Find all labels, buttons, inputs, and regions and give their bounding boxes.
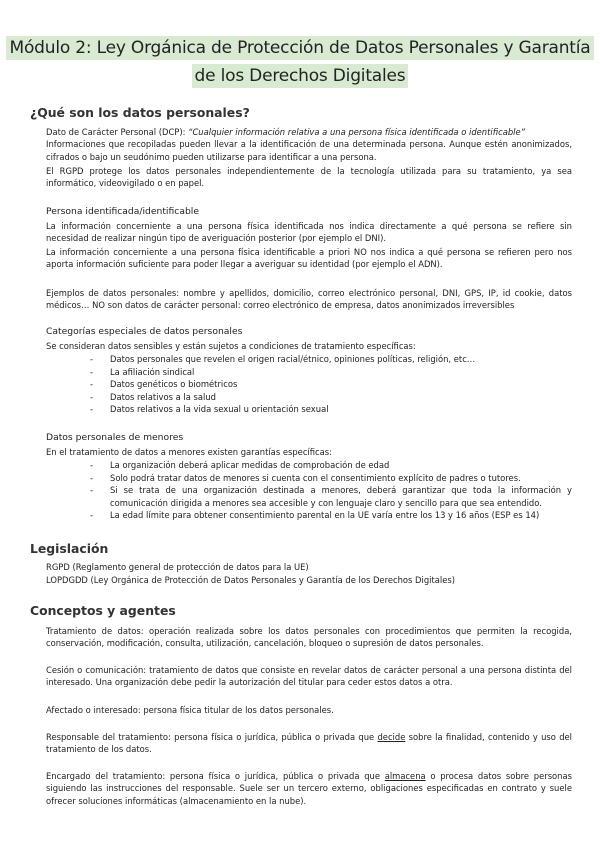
legislation-lopdgdd: LOPDGDD (Ley Orgánica de Protección de Datos Personales y Garantía de los Derechos Digitales) — [46, 575, 455, 585]
concept-afectado: Afectado o interesado: persona física titular de los datos personales. — [46, 705, 334, 715]
title-line-2: de los Derechos Digitales — [192, 64, 409, 88]
list-item: - Datos personales que revelen el origen racial/étnico, opiniones políticas, religión, etc… — [46, 353, 572, 366]
concept-cesion: Cesión o comunicación: tratamiento de datos que consiste en revelar datos de carácter personal a una persona distinta del interesado. Una organización debe pedir la autorización del titular para ceder estos datos a otra. — [46, 665, 572, 688]
special-categories-list — [46, 353, 572, 416]
dcp-quote: “Cualquier información relativa a una persona física identificada o identificable” — [188, 127, 525, 137]
responsable-text-end: sobre la finalidad, contenido y uso del tratamiento de los datos. — [46, 732, 573, 755]
encargado-text-end: o procesa datos sobre personas siguiendo las instrucciones del responsable. Suele ser un tercero externo, obligaciones especificadas en contrato y suele ofrecer soluciones informáticas (almacenamiento en la nube). — [46, 771, 572, 806]
title-line-1: Módulo 2: Ley Orgánica de Protección de Datos Personales y Garantía — [6, 36, 593, 60]
responsable-underlined: decide — [377, 732, 406, 742]
page-title — [0, 36, 600, 92]
list-item: - La organización deberá aplicar medidas de comprobación de edad — [46, 459, 572, 472]
dcp-label: Dato de Carácter Personal (DCP): — [46, 127, 189, 137]
identified-paragraph-2: La información concerniente a una persona física identificable a priori NO nos indica a qué persona se refieren pero nos aporta información suficiente para poder llegar a averiguar su identidad (por ejemplo el ADN). — [46, 247, 572, 270]
list-item: - La edad límite para obtener consentimiento parental en la UE varía entre los 13 y 16 años (ESP es 14) — [46, 509, 572, 522]
legislation-rgpd: RGPD (Reglamento general de protección de datos para la UE) — [46, 562, 309, 572]
examples-paragraph: Ejemplos de datos personales: nombre y apellidos, domicilio, correo electrónico personal, DNI, GPS, IP, id cookie, datos médicos… NO son datos de carácter personal: correo electrónico de empresa, datos anonimizados irreversibles — [46, 288, 572, 311]
concept-tratamiento: Tratamiento de datos: operación realizada sobre los datos personales con procedimientos que permiten la recogida, conservación, modificación, consulta, utilización, cancelación, bloqueo o supresión de datos personales. — [46, 626, 572, 649]
encargado-text-start: Encargado del tratamiento: persona física o jurídica, pública o privada que — [46, 771, 385, 781]
list-item: - Datos relativos a la vida sexual u orientación sexual — [46, 403, 572, 416]
encargado-underlined: almacena — [384, 771, 426, 781]
heading-concepts: Conceptos y agentes — [30, 603, 176, 618]
concept-encargado — [46, 770, 572, 807]
heading-personal-data: ¿Qué son los datos personales? — [30, 105, 250, 120]
dcp-definition — [46, 126, 572, 163]
list-item: - Solo podrá tratar datos de menores si cuenta con el consentimiento explícito de padres o tutores. — [46, 472, 572, 485]
list-item: - Datos relativos a la salud — [46, 391, 572, 404]
list-item: - Datos genéticos o biométricos — [46, 378, 572, 391]
rgpd-paragraph: El RGPD protege los datos personales independientemente de la tecnología utilizada para su tratamiento, ya sea informático, videovigilado o en papel. — [46, 166, 572, 189]
heading-identified: Persona identificada/identificable — [46, 206, 199, 217]
dcp-text: Informaciones que recopiladas pueden llevar a la identificación de una determinada persona. Aunque estén anonimizados, cifrados o bajo un seudónimo pueden utilizarse para identificar a una persona. — [46, 139, 572, 162]
minors-intro: En el tratamiento de datos a menores existen garantías específicas: — [46, 447, 332, 457]
heading-minors: Datos personales de menores — [46, 432, 184, 443]
special-intro: Se consideran datos sensibles y están sujetos a condiciones de tratamiento específicas: — [46, 341, 416, 351]
minors-list — [46, 459, 572, 522]
responsable-text-start: Responsable del tratamiento: persona física o jurídica, pública o privada que — [46, 732, 378, 742]
list-item: - La afiliación sindical — [46, 366, 572, 379]
identified-paragraph-1: La información concerniente a una persona física identificada nos indica directamente a qué persona se refiere sin necesidad de realizar ningún tipo de averiguación posterior (por ejemplo el DNI). — [46, 221, 572, 244]
concept-responsable — [46, 731, 572, 756]
heading-legislation: Legislación — [30, 541, 109, 556]
list-item: - Si se trata de una organización destinada a menores, deberá garantizar que toda la información y comunicación dirigida a menores sea accesible y con lenguaje claro y sencillo para que sea entendido. — [46, 484, 572, 509]
heading-special-categories: Categorías especiales de datos personales — [46, 326, 243, 337]
